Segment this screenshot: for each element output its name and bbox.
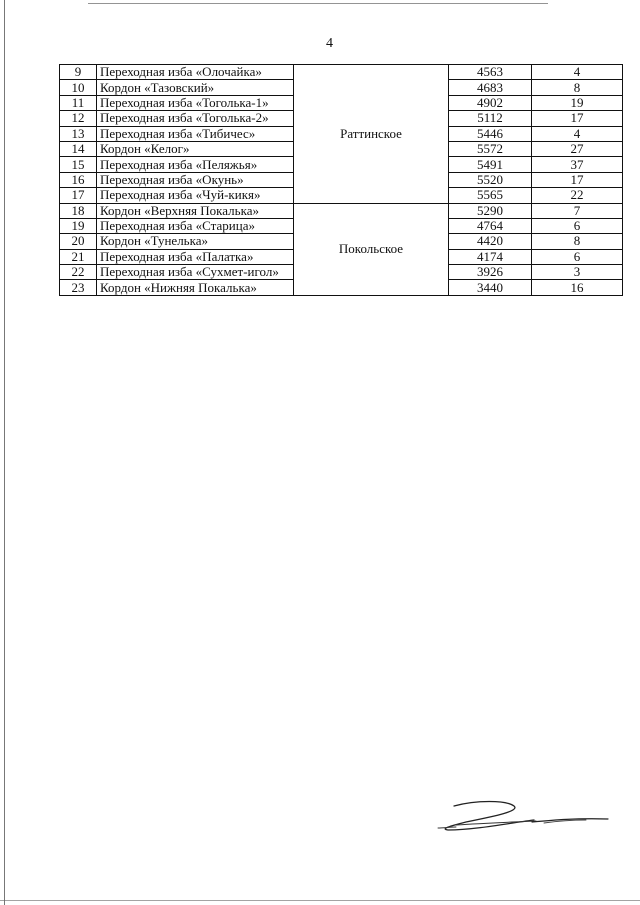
count-cell: 37 bbox=[532, 157, 623, 172]
object-name-cell: Кордон «Верхняя Покалька» bbox=[97, 203, 294, 218]
value-cell: 4764 bbox=[449, 218, 532, 233]
row-number-cell: 14 bbox=[60, 141, 97, 156]
value-cell: 4420 bbox=[449, 234, 532, 249]
count-cell: 8 bbox=[532, 234, 623, 249]
value-cell: 3926 bbox=[449, 265, 532, 280]
row-number-cell: 15 bbox=[60, 157, 97, 172]
count-cell: 22 bbox=[532, 188, 623, 203]
object-name-cell: Переходная изба «Палатка» bbox=[97, 249, 294, 264]
object-name-cell: Кордон «Тунелька» bbox=[97, 234, 294, 249]
row-number-cell: 11 bbox=[60, 95, 97, 110]
row-number-cell: 19 bbox=[60, 218, 97, 233]
count-cell: 4 bbox=[532, 126, 623, 141]
object-name-cell: Переходная изба «Тоголька-1» bbox=[97, 95, 294, 110]
page-number: 4 bbox=[326, 36, 333, 51]
district-cell: Покольское bbox=[294, 203, 449, 295]
scan-edge-bottom bbox=[0, 900, 640, 901]
value-cell: 5491 bbox=[449, 157, 532, 172]
count-cell: 8 bbox=[532, 80, 623, 95]
count-cell: 16 bbox=[532, 280, 623, 295]
value-cell: 4902 bbox=[449, 95, 532, 110]
value-cell: 5290 bbox=[449, 203, 532, 218]
count-cell: 19 bbox=[532, 95, 623, 110]
registry-table-body bbox=[60, 65, 623, 296]
count-cell: 17 bbox=[532, 111, 623, 126]
object-name-cell: Переходная изба «Пеляжья» bbox=[97, 157, 294, 172]
row-number-cell: 17 bbox=[60, 188, 97, 203]
value-cell: 4563 bbox=[449, 65, 532, 80]
row-number-cell: 16 bbox=[60, 172, 97, 187]
row-number-cell: 23 bbox=[60, 280, 97, 295]
object-name-cell: Переходная изба «Тоголька-2» bbox=[97, 111, 294, 126]
table-row bbox=[60, 65, 623, 80]
value-cell: 5572 bbox=[449, 141, 532, 156]
value-cell: 4683 bbox=[449, 80, 532, 95]
table-row bbox=[60, 203, 623, 218]
district-cell: Раттинское bbox=[294, 65, 449, 204]
count-cell: 17 bbox=[532, 172, 623, 187]
row-number-cell: 22 bbox=[60, 265, 97, 280]
count-cell: 6 bbox=[532, 249, 623, 264]
object-name-cell: Переходная изба «Старица» bbox=[97, 218, 294, 233]
value-cell: 5520 bbox=[449, 172, 532, 187]
value-cell: 4174 bbox=[449, 249, 532, 264]
registry-table bbox=[59, 64, 623, 296]
object-name-cell: Кордон «Нижняя Покалька» bbox=[97, 280, 294, 295]
row-number-cell: 9 bbox=[60, 65, 97, 80]
object-name-cell: Переходная изба «Сухмет-игол» bbox=[97, 265, 294, 280]
signature-icon bbox=[436, 798, 611, 834]
value-cell: 5565 bbox=[449, 188, 532, 203]
row-number-cell: 20 bbox=[60, 234, 97, 249]
row-number-cell: 21 bbox=[60, 249, 97, 264]
value-cell: 5446 bbox=[449, 126, 532, 141]
row-number-cell: 10 bbox=[60, 80, 97, 95]
row-number-cell: 18 bbox=[60, 203, 97, 218]
object-name-cell: Переходная изба «Тибичес» bbox=[97, 126, 294, 141]
count-cell: 27 bbox=[532, 141, 623, 156]
object-name-cell: Переходная изба «Окунь» bbox=[97, 172, 294, 187]
scan-edge-left bbox=[4, 0, 5, 905]
object-name-cell: Переходная изба «Чуй-кикя» bbox=[97, 188, 294, 203]
value-cell: 5112 bbox=[449, 111, 532, 126]
row-number-cell: 12 bbox=[60, 111, 97, 126]
row-number-cell: 13 bbox=[60, 126, 97, 141]
count-cell: 3 bbox=[532, 265, 623, 280]
count-cell: 7 bbox=[532, 203, 623, 218]
scan-edge-top bbox=[88, 3, 548, 4]
count-cell: 4 bbox=[532, 65, 623, 80]
count-cell: 6 bbox=[532, 218, 623, 233]
object-name-cell: Кордон «Тазовский» bbox=[97, 80, 294, 95]
value-cell: 3440 bbox=[449, 280, 532, 295]
object-name-cell: Кордон «Келог» bbox=[97, 141, 294, 156]
object-name-cell: Переходная изба «Олочайка» bbox=[97, 65, 294, 80]
